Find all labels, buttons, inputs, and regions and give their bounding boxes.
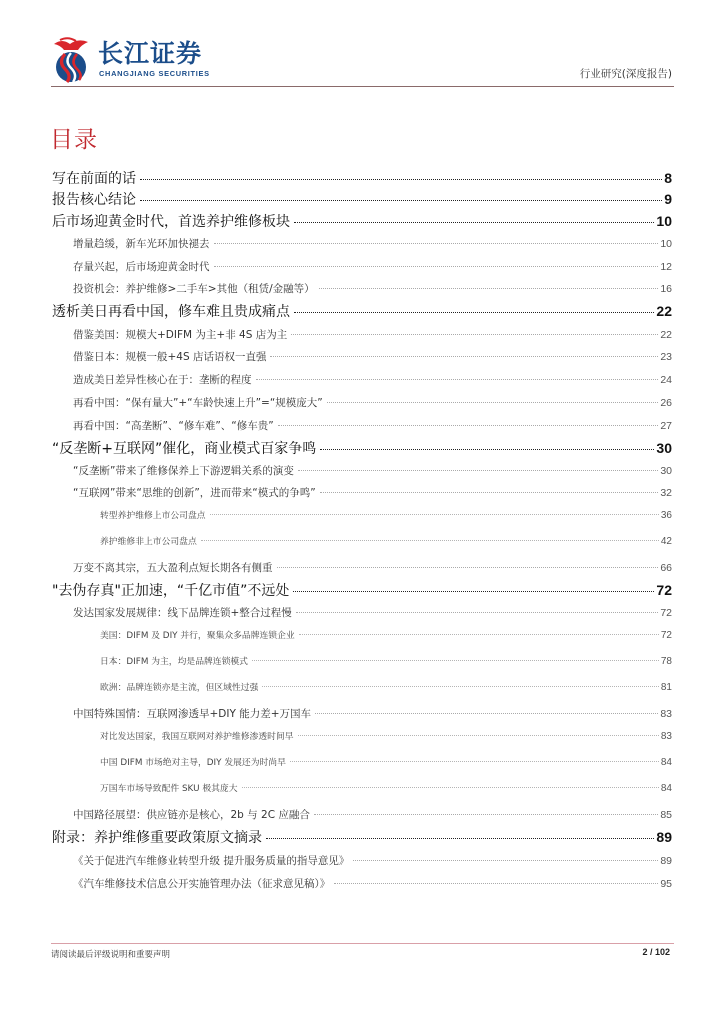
- toc-entry-label[interactable]: 借鉴美国：规模大+DIFM 为主+非 4S 店为主: [73, 329, 288, 341]
- toc-entry-level-3[interactable]: [100, 508, 672, 521]
- toc-entry-level-2[interactable]: [73, 259, 672, 274]
- dot-leader: [140, 179, 662, 180]
- toc-entry-label[interactable]: 附录：养护维修重要政策原文摘录: [52, 830, 262, 846]
- toc-entry-page-number[interactable]: 9: [664, 191, 672, 207]
- toc-entry-label[interactable]: 写在前面的话: [52, 171, 136, 187]
- toc-entry-page-number[interactable]: 83: [660, 731, 672, 742]
- toc-entry-level-1[interactable]: [52, 211, 672, 231]
- toc-entry-level-1[interactable]: [52, 168, 672, 188]
- toc-entry-label[interactable]: 造成美日差异性核心在于：垄断的程度: [73, 374, 252, 386]
- toc-entry-label[interactable]: 投资机会：养护维修>二手车>其他（租赁/金融等）: [73, 283, 315, 295]
- dot-leader: [293, 591, 654, 592]
- toc-title: 目录: [50, 127, 98, 153]
- toc-entry-level-2[interactable]: [73, 853, 672, 868]
- toc-entry-label[interactable]: 存量兴起，后市场迎黄金时代: [73, 261, 210, 273]
- toc-entry-label[interactable]: 后市场迎黄金时代，首选养护维修板块: [52, 214, 290, 230]
- toc-entry-page-number[interactable]: 16: [660, 283, 672, 295]
- toc-entry-page-number[interactable]: 32: [660, 487, 672, 499]
- toc-entry-level-2[interactable]: [73, 281, 672, 296]
- toc-entry-label[interactable]: 借鉴日本：规模一般+4S 店话语权一直强: [73, 351, 267, 363]
- toc-entry-label[interactable]: 美国：DIFM 及 DIY 并行，聚集众多品牌连锁企业: [100, 631, 295, 641]
- dot-leader: [320, 449, 654, 450]
- toc-entry-label[interactable]: 万变不离其宗，五大盈利点短长期各有侧重: [73, 562, 273, 574]
- toc-entry-level-2[interactable]: [73, 418, 672, 433]
- toc-entry-level-1[interactable]: [52, 189, 672, 209]
- toc-entry-label[interactable]: 《汽车维修技术信息公开实施管理办法（征求意见稿）》: [73, 878, 331, 890]
- header-divider: [51, 86, 674, 87]
- toc-entry-page-number[interactable]: 66: [660, 562, 672, 574]
- dot-leader: [319, 288, 659, 289]
- toc-entry-level-1[interactable]: [52, 827, 672, 847]
- toc-entry-page-number[interactable]: 22: [660, 329, 672, 341]
- toc-entry-page-number[interactable]: 27: [660, 420, 672, 432]
- logo-chinese-name: 长江证券: [98, 39, 203, 68]
- toc-entry-level-2[interactable]: [73, 236, 672, 251]
- toc-entry-label[interactable]: 增量趋缓，新车光环加快褪去: [73, 238, 210, 250]
- toc-entry-level-2[interactable]: [73, 560, 672, 575]
- toc-entry-page-number[interactable]: 89: [656, 829, 672, 845]
- toc-entry-page-number[interactable]: 81: [660, 682, 672, 693]
- disclaimer-note: 请阅读最后评级说明和重要声明: [51, 950, 171, 960]
- dot-leader: [266, 838, 654, 839]
- toc-entry-page-number[interactable]: 23: [660, 351, 672, 363]
- dot-leader: [242, 787, 659, 788]
- toc-entry-level-2[interactable]: [73, 485, 672, 500]
- toc-entry-label[interactable]: 报告核心结论: [52, 192, 136, 208]
- toc-entry-page-number[interactable]: 83: [660, 708, 672, 720]
- footer-divider: [51, 943, 674, 944]
- toc-entry-page-number[interactable]: 10: [656, 213, 672, 229]
- toc-entry-page-number[interactable]: 84: [660, 757, 672, 768]
- toc-entry-page-number[interactable]: 30: [656, 440, 672, 456]
- toc-entry-label[interactable]: 再看中国：“保有量大”+“车龄快速上升”=“规模庞大”: [73, 397, 323, 409]
- dot-leader: [314, 814, 658, 815]
- dot-leader: [256, 379, 659, 380]
- toc-entry-label[interactable]: 万国车市场导致配件 SKU 极其庞大: [100, 784, 238, 794]
- toc-entry-label[interactable]: “反垄断”带来了维修保养上下游逻辑关系的演变: [73, 465, 294, 477]
- toc-entry-label[interactable]: "去伪存真"正加速，“千亿市值”不远处: [52, 583, 290, 599]
- dot-leader: [252, 660, 659, 661]
- toc-entry-level-2[interactable]: [73, 349, 672, 364]
- toc-entry-level-2[interactable]: [73, 395, 672, 410]
- toc-entry-label[interactable]: “反垄断+互联网”催化，商业模式百家争鸣: [52, 441, 317, 457]
- toc-entry-level-2[interactable]: [73, 876, 672, 891]
- toc-entry-page-number[interactable]: 26: [660, 397, 672, 409]
- logo-emblem-icon: [48, 36, 96, 84]
- toc-entry-label[interactable]: 对比发达国家，我国互联网对养护维修渗透时间早: [100, 732, 294, 742]
- toc-entry-page-number[interactable]: 72: [660, 607, 672, 619]
- page-indicator: 2 / 102: [642, 947, 670, 957]
- dot-leader: [298, 470, 658, 471]
- dot-leader: [214, 243, 659, 244]
- toc-entry-page-number[interactable]: 72: [660, 630, 672, 641]
- toc-entry-page-number[interactable]: 8: [664, 170, 672, 186]
- toc-entry-label[interactable]: 转型养护维修上市公司盘点: [100, 511, 206, 521]
- dot-leader: [291, 334, 658, 335]
- toc-entry-level-2[interactable]: [73, 463, 672, 478]
- toc-entry-page-number[interactable]: 30: [660, 465, 672, 477]
- toc-entry-page-number[interactable]: 10: [660, 238, 672, 250]
- toc-entry-label[interactable]: 欧洲：品牌连锁亦是主流，但区域性过强: [100, 683, 259, 693]
- dot-leader: [278, 425, 659, 426]
- dot-leader: [140, 200, 662, 201]
- dot-leader: [296, 612, 659, 613]
- toc-entry-label[interactable]: 中国 DIFM 市场绝对主导，DIY 发展还为时尚早: [100, 758, 286, 768]
- toc-entry-label[interactable]: 养护维修非上市公司盘点: [100, 537, 197, 547]
- toc-entry-level-3[interactable]: [100, 628, 672, 641]
- report-type-label: 行业研究(深度报告): [579, 68, 672, 80]
- dot-leader: [201, 540, 659, 541]
- company-logo: [48, 36, 228, 84]
- toc-entry-page-number[interactable]: 36: [660, 510, 672, 521]
- toc-entry-page-number[interactable]: 12: [660, 261, 672, 273]
- toc-entry-label[interactable]: 中国特殊国情：互联网渗透早+DIY 能力差+万国车: [73, 708, 312, 720]
- toc-entry-level-1[interactable]: [52, 438, 672, 458]
- dot-leader: [210, 514, 659, 515]
- toc-entry-label[interactable]: “互联网”带来“思维的创新”，进而带来“模式的争鸣”: [73, 487, 316, 499]
- toc-entry-label[interactable]: 发达国家发展规律：线下品牌连锁+整合过程慢: [73, 607, 292, 619]
- toc-entry-level-1[interactable]: [52, 301, 672, 321]
- toc-entry-level-2[interactable]: [73, 807, 672, 822]
- dot-leader: [320, 492, 659, 493]
- dot-leader: [315, 713, 658, 714]
- toc-entry-label[interactable]: 日本：DIFM 为主，均是品牌连锁模式: [100, 657, 248, 667]
- toc-entry-level-3[interactable]: [100, 654, 672, 667]
- dot-leader: [294, 312, 654, 313]
- dot-leader: [214, 266, 659, 267]
- toc-entry-page-number[interactable]: 78: [660, 656, 672, 667]
- toc-entry-label[interactable]: 透析美日再看中国，修车难且贵成痛点: [52, 304, 290, 320]
- toc-entry-page-number[interactable]: 72: [656, 582, 672, 598]
- toc-entry-page-number[interactable]: 24: [660, 374, 672, 386]
- toc-entry-label[interactable]: 再看中国：“高垄断”、“修车难”、“修车贵”: [73, 420, 274, 432]
- toc-entry-level-2[interactable]: [73, 327, 672, 342]
- toc-entry-label[interactable]: 《关于促进汽车维修业转型升级 提升服务质量的指导意见》: [73, 855, 350, 867]
- toc-entry-level-3[interactable]: [100, 680, 672, 693]
- dot-leader: [298, 735, 659, 736]
- toc-entry-level-3[interactable]: [100, 755, 672, 768]
- dot-leader: [262, 686, 659, 687]
- toc-entry-page-number[interactable]: 42: [660, 536, 672, 547]
- dot-leader: [353, 860, 658, 861]
- toc-entry-level-2[interactable]: [73, 605, 672, 620]
- toc-entry-level-3[interactable]: [100, 534, 672, 547]
- dot-leader: [290, 761, 659, 762]
- logo-english-name: CHANGJIANG SECURITIES: [99, 69, 210, 78]
- toc-entry-page-number[interactable]: 22: [656, 303, 672, 319]
- toc-entry-level-3[interactable]: [100, 781, 672, 794]
- toc-entry-level-3[interactable]: [100, 729, 672, 742]
- dot-leader: [327, 402, 659, 403]
- dot-leader: [299, 634, 659, 635]
- dot-leader: [277, 567, 659, 568]
- toc-entry-level-1[interactable]: [52, 580, 672, 600]
- toc-entry-page-number[interactable]: 85: [660, 809, 672, 821]
- toc-entry-level-2[interactable]: [73, 372, 672, 387]
- toc-entry-page-number[interactable]: 95: [660, 878, 672, 890]
- toc-entry-level-2[interactable]: [73, 706, 672, 721]
- toc-entry-page-number[interactable]: 89: [660, 855, 672, 867]
- toc-entry-label[interactable]: 中国路径展望：供应链亦是核心，2b 与 2C 应融合: [73, 809, 310, 821]
- dot-leader: [294, 222, 654, 223]
- toc-entry-page-number[interactable]: 84: [660, 783, 672, 794]
- dot-leader: [334, 883, 658, 884]
- dot-leader: [270, 356, 658, 357]
